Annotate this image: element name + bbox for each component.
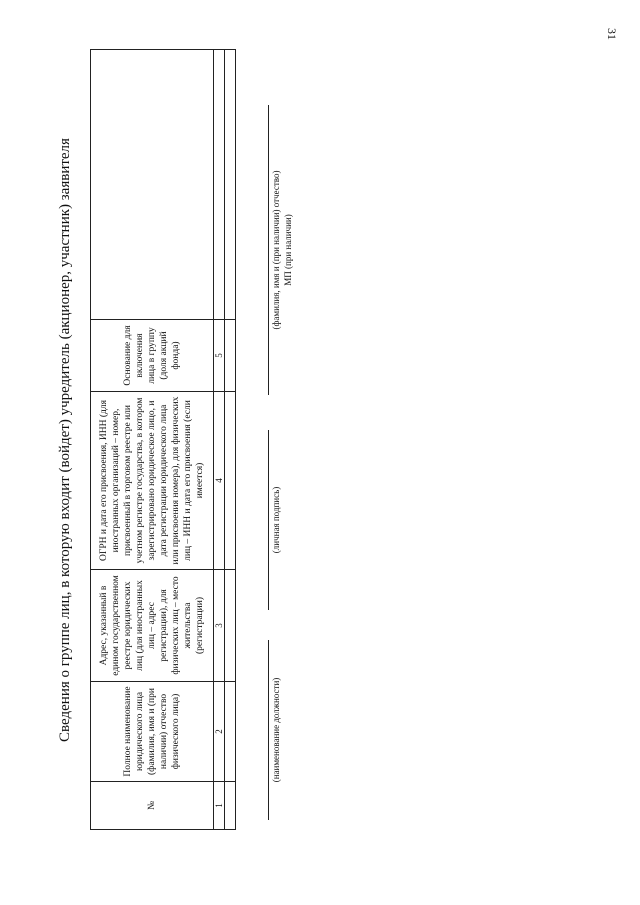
header-full-name: Полное наименование юридического лица (фамилия, имя и (при наличии) отчество физического лица): [91, 682, 214, 782]
table-cell: [225, 50, 236, 320]
full-name-signature-line: [268, 105, 269, 395]
position-signature-line: [268, 640, 269, 820]
table-cell: [225, 320, 236, 392]
stamp-caption: МП (при наличии): [283, 214, 293, 286]
table-row: [225, 50, 236, 830]
form-title: Сведения о группе лиц, в которую входит (войдет) учредитель (акционер, участник) заявителя: [57, 138, 73, 742]
table-cell: [225, 782, 236, 830]
table-cell: [225, 392, 236, 570]
personal-signature-line: [268, 430, 269, 610]
personal-signature-caption: (личная подпись): [271, 486, 281, 554]
group-of-persons-table: [90, 49, 236, 830]
header-basis: Основание для включения лица в группу (доля акций фонда): [91, 320, 214, 392]
column-number-2: 2: [214, 682, 225, 782]
header-number: №: [91, 782, 214, 830]
table-cell: [225, 682, 236, 782]
column-number-5: 5: [214, 320, 225, 392]
column-number-3: 3: [214, 570, 225, 682]
page-number: 31: [605, 28, 619, 40]
header-blank: [91, 50, 214, 320]
header-address: Адрес, указанный в едином государственном реестре юридических лиц (для иностранных лиц – адрес регистрации), для физических лиц – место жительства (регистрации): [91, 570, 214, 682]
header-ogrn-inn: ОГРН и дата его присвоения, ИНН (для иностранных организаций – номер, присвоенный в торговом реестре или учетном регистре государства, в котором зарегистрировано юридическое лицо, и дата регистрации юридического лица или присвоения номера), для физических лиц – ИНН и дата его присвоения (если имеется): [91, 392, 214, 570]
column-number-blank: [214, 50, 225, 320]
table-header-row: [91, 50, 214, 830]
rotated-form: [50, 40, 570, 840]
position-caption: (наименование должности): [271, 677, 281, 783]
column-number-row: [214, 50, 225, 830]
column-number-1: 1: [214, 782, 225, 830]
full-name-caption: (фамилия, имя и (при наличии) отчество): [271, 170, 281, 330]
column-number-4: 4: [214, 392, 225, 570]
table-cell: [225, 570, 236, 682]
